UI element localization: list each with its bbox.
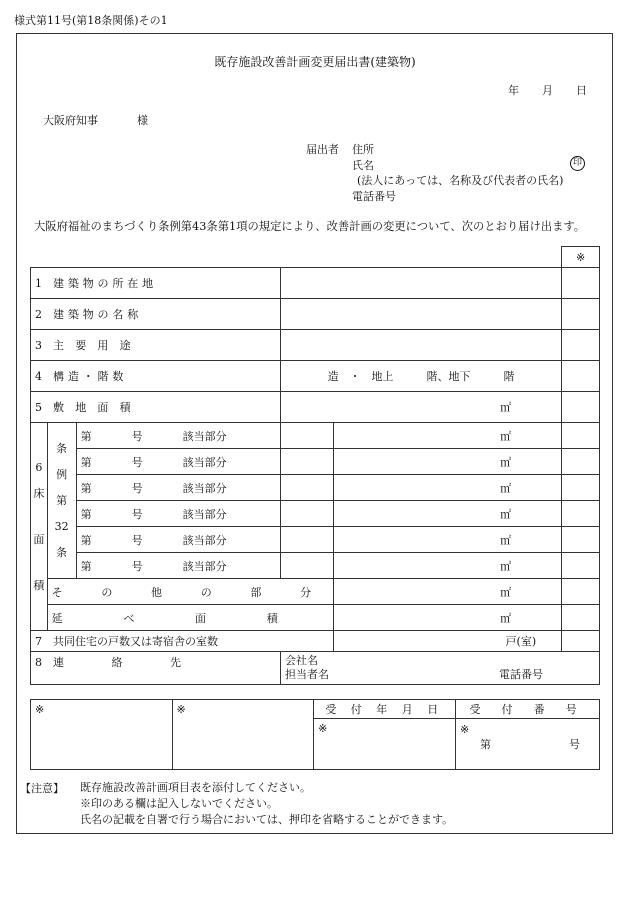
row6-line-1-code[interactable] bbox=[280, 423, 333, 449]
addressee-honorific: 様 bbox=[137, 114, 148, 127]
row6-line-1-area[interactable]: ㎡ bbox=[333, 423, 561, 449]
row6-other-label: そ の 他 の 部 分 bbox=[47, 579, 333, 605]
date-day: 日 bbox=[576, 84, 587, 97]
row6-line-6-area[interactable]: ㎡ bbox=[333, 553, 561, 579]
row3-value[interactable] bbox=[280, 330, 561, 361]
row6-line-6-code[interactable] bbox=[280, 553, 333, 579]
row2-label: 2 建築物の名称 bbox=[31, 299, 281, 330]
notifier-phone: 電話番号 bbox=[352, 190, 396, 203]
seal-icon: 印 bbox=[570, 155, 585, 171]
row6-line-5-mark bbox=[562, 527, 600, 553]
notifier-label: 届出者 bbox=[306, 143, 339, 156]
row6-line-3-mark bbox=[562, 475, 600, 501]
row6-line-3-code[interactable] bbox=[280, 475, 333, 501]
row6-jorei-label: 条 例 第 32 条 bbox=[47, 423, 76, 579]
row4-label: 4 構造・階数 bbox=[31, 361, 281, 392]
row6-line-5-area[interactable]: ㎡ bbox=[333, 527, 561, 553]
row3-mark bbox=[562, 330, 600, 361]
row8-company: 会社名 bbox=[284, 654, 318, 667]
row6-line-3-area[interactable]: ㎡ bbox=[333, 475, 561, 501]
row6-line-2-mark bbox=[562, 449, 600, 475]
notifier-note: (法人にあっては、名称及び代表者の氏名) bbox=[357, 174, 564, 187]
row5-label: 5 敷 地 面 積 bbox=[31, 392, 281, 423]
row6-line-1-mark bbox=[562, 423, 600, 449]
row6-line-6-label: 第 号 該当部分 bbox=[76, 553, 280, 579]
row1-mark bbox=[562, 268, 600, 299]
note-line-2: ※印のある欄は記入しないでください。 bbox=[80, 797, 278, 810]
row6-line-1-label: 第 号 該当部分 bbox=[76, 423, 280, 449]
office-box-1: ※ bbox=[31, 700, 173, 770]
office-mark-header: ※ bbox=[562, 247, 600, 268]
row8-person-line: 担当者名 電話番号 bbox=[284, 668, 543, 681]
row6-line-3-label: 第 号 該当部分 bbox=[76, 475, 280, 501]
row3-label: 3 主 要 用 途 bbox=[31, 330, 281, 361]
row4-mark bbox=[562, 361, 600, 392]
row1-label: 1 建築物の所在地 bbox=[31, 268, 281, 299]
receipt-table bbox=[30, 699, 600, 770]
row6-line-2-area[interactable]: ㎡ bbox=[333, 449, 561, 475]
notes-body bbox=[80, 780, 453, 828]
row6-line-4-area[interactable]: ㎡ bbox=[333, 501, 561, 527]
row5-value[interactable]: ㎡ bbox=[280, 392, 561, 423]
row6-line-2-code[interactable] bbox=[280, 449, 333, 475]
row1-value[interactable] bbox=[280, 268, 561, 299]
row6-total-label: 延 べ 面 積 bbox=[47, 605, 333, 631]
notifier-address: 住所 bbox=[352, 143, 374, 156]
row7-mark bbox=[562, 631, 600, 652]
notes-label: 【注意】 bbox=[20, 782, 64, 795]
receipt-date-header: 受 付 年 月 日 bbox=[314, 700, 456, 719]
row5-mark bbox=[562, 392, 600, 423]
row8-label: 8 連 絡 先 bbox=[31, 652, 281, 685]
statement: 大阪府福祉のまちづくり条例第43条第1項の規定により、改善計画の変更について、次のとおり届け出ます。 bbox=[34, 220, 586, 233]
receipt-date-box: ※ bbox=[314, 719, 456, 770]
row2-mark bbox=[562, 299, 600, 330]
receipt-no-box: ※ 第 号 bbox=[456, 719, 600, 770]
row7-value[interactable]: 戸(室) bbox=[333, 631, 561, 652]
row7-label: 7 共同住宅の戸数又は寄宿舎の室数 bbox=[31, 631, 334, 652]
row6-other-mark bbox=[562, 579, 600, 605]
row6-line-2-label: 第 号 該当部分 bbox=[76, 449, 280, 475]
row6-line-4-mark bbox=[562, 501, 600, 527]
row6-line-5-label: 第 号 該当部分 bbox=[76, 527, 280, 553]
row6-line-5-code[interactable] bbox=[280, 527, 333, 553]
row6-line-6-mark bbox=[562, 553, 600, 579]
row8-value[interactable] bbox=[280, 652, 599, 685]
date-year: 年 bbox=[508, 84, 519, 97]
notifier-name: 氏名 bbox=[352, 159, 374, 172]
form-title: 既存施設改善計画変更届出書(建築物) bbox=[214, 55, 416, 69]
note-line-1: 既存施設改善計画項目表を添付してください。 bbox=[80, 781, 311, 794]
row6-line-4-label: 第 号 該当部分 bbox=[76, 501, 280, 527]
row6-other-area[interactable]: ㎡ bbox=[333, 579, 561, 605]
addressee-name: 大阪府知事 bbox=[43, 114, 98, 127]
receipt-no-header: 受 付 番 号 bbox=[456, 700, 600, 719]
row6-side-label: 6 床 面 積 bbox=[31, 423, 48, 631]
office-box-2: ※ bbox=[172, 700, 314, 770]
note-line-3: 氏名の記載を自署で行う場合においては、押印を省略することができます。 bbox=[80, 813, 454, 826]
row4-value[interactable]: 造 ・ 地上 階、地下 階 bbox=[280, 361, 561, 392]
row6-total-mark bbox=[562, 605, 600, 631]
main-table bbox=[30, 246, 600, 685]
row2-value[interactable] bbox=[280, 299, 561, 330]
row6-line-4-code[interactable] bbox=[280, 501, 333, 527]
row6-total-area[interactable]: ㎡ bbox=[333, 605, 561, 631]
date-month: 月 bbox=[542, 84, 553, 97]
form-number: 様式第11号(第18条関係)その1 bbox=[14, 14, 168, 27]
